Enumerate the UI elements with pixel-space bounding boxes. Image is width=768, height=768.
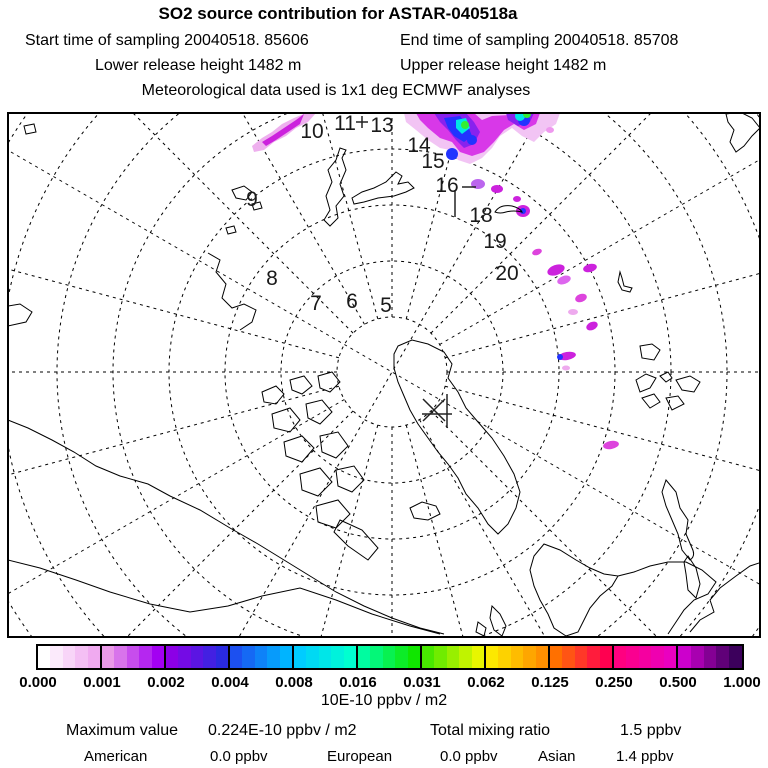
colorbar-cell xyxy=(306,646,318,668)
source-asian-value: 1.4 ppbv xyxy=(616,748,674,765)
colorbar-cell xyxy=(191,646,203,668)
colorbar-segment xyxy=(166,646,230,668)
colorbar-cell xyxy=(587,646,599,668)
colorbar-segment xyxy=(102,646,166,668)
colorbar-tick-label: 0.001 xyxy=(83,674,121,691)
colorbar-cell xyxy=(152,646,164,668)
colorbar-cell xyxy=(691,646,704,668)
met-data-text: Meteorological data used is 1x1 deg ECMWF analyses xyxy=(141,82,531,99)
colorbar-cell xyxy=(178,646,190,668)
colorbar-tick-label: 0.125 xyxy=(531,674,569,691)
colorbar-cell xyxy=(255,646,267,668)
colorbar-cell xyxy=(203,646,215,668)
colorbar-cell xyxy=(88,646,100,668)
start-time-text: Start time of sampling 20040518. 85606 xyxy=(25,32,309,49)
colorbar-cell xyxy=(242,646,254,668)
colorbar-cell xyxy=(639,646,651,668)
source-european-label: European xyxy=(327,748,393,765)
colorbar-tick-label: 0.031 xyxy=(403,674,441,691)
colorbar-cell xyxy=(331,646,343,668)
colorbar-segment xyxy=(550,646,614,668)
colorbar-cell xyxy=(50,646,62,668)
colorbar-segment xyxy=(358,646,422,668)
colorbar-cell xyxy=(447,646,459,668)
upper-release-text: Upper release height 1482 m xyxy=(400,57,607,74)
page-title: SO2 source contribution for ASTAR-040518a xyxy=(158,4,518,23)
colorbar-cell xyxy=(230,646,242,668)
source-american-label: American xyxy=(84,748,148,765)
colorbar-cell xyxy=(358,646,370,668)
colorbar-cell xyxy=(114,646,126,668)
colorbar-cell xyxy=(434,646,446,668)
colorbar-segment xyxy=(230,646,294,668)
colorbar-cell xyxy=(127,646,139,668)
colorbar-cell xyxy=(216,646,228,668)
colorbar-tick-label: 0.016 xyxy=(339,674,377,691)
colorbar-segment xyxy=(614,646,678,668)
colorbar-cell xyxy=(370,646,382,668)
colorbar-cell xyxy=(678,646,691,668)
colorbar-cell xyxy=(280,646,292,668)
colorbar-cell xyxy=(38,646,50,668)
waypoint-label: 11 xyxy=(334,112,356,135)
colorbar-cell xyxy=(729,646,742,668)
waypoint-label: 16 xyxy=(435,174,459,197)
colorbar-tick-label: 1.000 xyxy=(723,674,761,691)
colorbar-cell xyxy=(383,646,395,668)
colorbar-cell xyxy=(562,646,574,668)
colorbar-tick-label: 0.000 xyxy=(19,674,57,691)
colorbar-segment xyxy=(678,646,742,668)
waypoint-label: 14 xyxy=(407,134,431,157)
colorbar-cell xyxy=(626,646,638,668)
colorbar-segment xyxy=(486,646,550,668)
waypoint-label: 5 xyxy=(380,294,392,317)
source-asian-label: Asian xyxy=(538,748,576,765)
source-european-value: 0.0 ppbv xyxy=(440,748,498,765)
colorbar-cell xyxy=(651,646,663,668)
colorbar-segment xyxy=(38,646,102,668)
colorbar-tick-label: 0.500 xyxy=(659,674,697,691)
source-american-value: 0.0 ppbv xyxy=(210,748,268,765)
colorbar-cell xyxy=(422,646,434,668)
colorbar-segment xyxy=(294,646,358,668)
total-mixing-ratio-value: 1.5 ppbv xyxy=(620,722,682,739)
colorbar-cell xyxy=(344,646,356,668)
colorbar-tick-label: 0.004 xyxy=(211,674,249,691)
colorbar-cell xyxy=(102,646,114,668)
station-marker xyxy=(422,394,452,428)
colorbar-cell xyxy=(395,646,407,668)
end-time-text: End time of sampling 20040518. 85708 xyxy=(400,32,679,49)
colorbar-cell xyxy=(166,646,178,668)
waypoint-label: 13 xyxy=(370,114,394,137)
waypoint-label: 7 xyxy=(310,292,322,315)
colorbar-tick-label: 0.250 xyxy=(595,674,633,691)
colorbar-cell xyxy=(550,646,562,668)
colorbar-cell xyxy=(319,646,331,668)
colorbar-cell xyxy=(600,646,612,668)
coastlines xyxy=(8,112,768,636)
waypoint-label: 9 xyxy=(246,188,258,211)
colorbar-cell xyxy=(472,646,484,668)
colorbar-cell xyxy=(267,646,279,668)
colorbar-cell xyxy=(716,646,729,668)
colorbar-cell xyxy=(523,646,535,668)
waypoint-label: 15 xyxy=(421,150,445,173)
colorbar-cell xyxy=(294,646,306,668)
colorbar-cell xyxy=(75,646,87,668)
colorbar xyxy=(36,644,744,670)
colorbar-cell xyxy=(511,646,523,668)
waypoint-label: 20 xyxy=(495,262,519,285)
waypoint-label: 6 xyxy=(346,290,358,313)
colorbar-unit-label: 10E-10 ppbv / m2 xyxy=(320,692,448,709)
colorbar-cell xyxy=(498,646,510,668)
waypoint-label: 18 xyxy=(469,204,493,227)
colorbar-cell xyxy=(536,646,548,668)
colorbar-cell xyxy=(63,646,75,668)
colorbar-cell xyxy=(408,646,420,668)
colorbar-cell xyxy=(575,646,587,668)
colorbar-cell xyxy=(486,646,498,668)
waypoint-label: 8 xyxy=(266,267,278,290)
lower-release-text: Lower release height 1482 m xyxy=(95,57,302,74)
colorbar-tick-label: 0.002 xyxy=(147,674,185,691)
colorbar-tick-label: 0.062 xyxy=(467,674,505,691)
waypoint-label: 10 xyxy=(300,120,324,143)
colorbar-tick-label: 0.008 xyxy=(275,674,313,691)
max-value-label: Maximum value xyxy=(66,722,179,739)
colorbar-cell xyxy=(614,646,626,668)
colorbar-cell xyxy=(139,646,151,668)
colorbar-cell xyxy=(459,646,471,668)
max-value: 0.224E-10 ppbv / m2 xyxy=(208,722,357,739)
colorbar-segment xyxy=(422,646,486,668)
colorbar-cell xyxy=(704,646,717,668)
waypoint-label: 19 xyxy=(483,230,507,253)
colorbar-cell xyxy=(664,646,676,668)
total-mixing-ratio-label: Total mixing ratio xyxy=(430,722,551,739)
